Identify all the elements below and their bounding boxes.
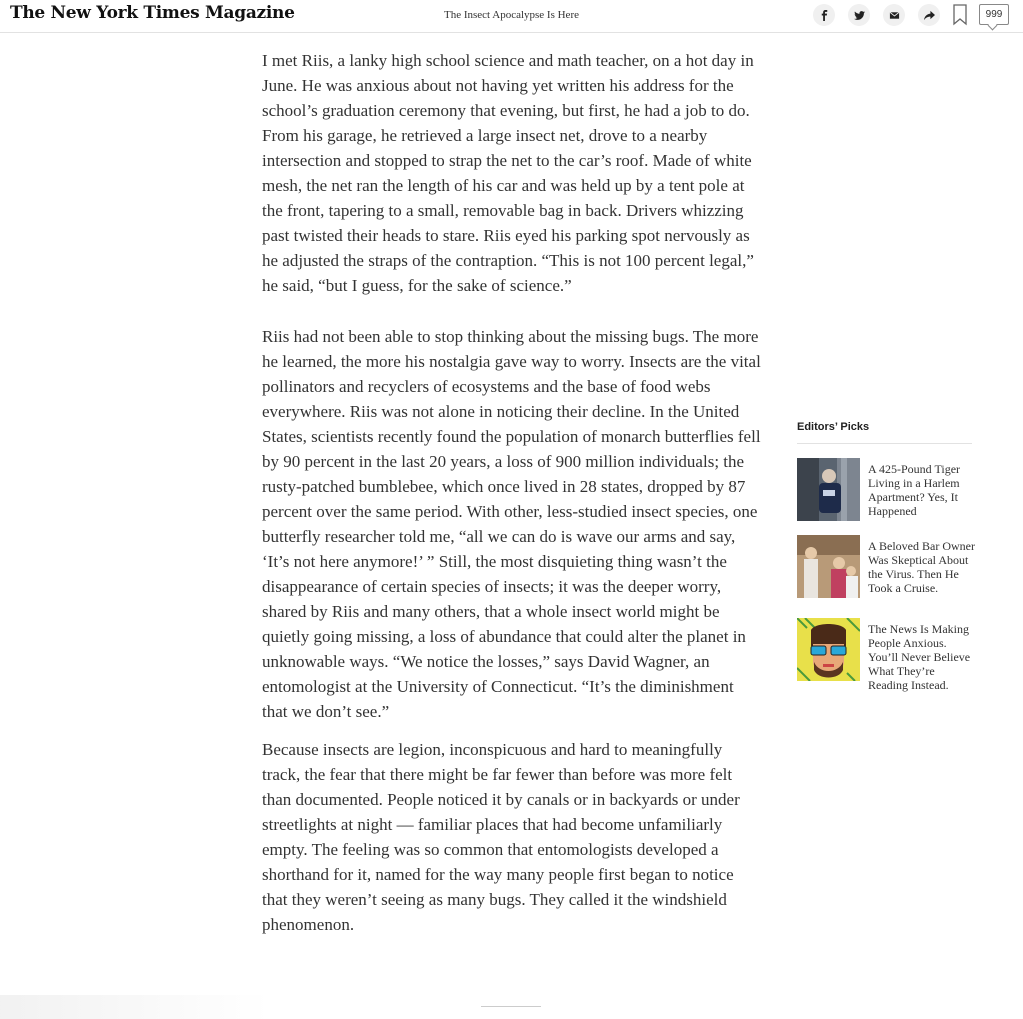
editors-pick-title[interactable]: The News Is Making People Anxious. You’ll Never Believe What They’re Reading Instead. <box>868 622 971 692</box>
email-icon[interactable] <box>883 4 905 26</box>
article-body <box>262 48 762 937</box>
editors-pick-title[interactable]: A Beloved Bar Owner Was Skeptical About the Virus. Then He Took a Cruise. <box>868 539 975 595</box>
twitter-icon[interactable] <box>848 4 870 26</box>
comments-button[interactable] <box>979 4 1009 25</box>
tiger-story-thumbnail[interactable] <box>797 458 860 521</box>
article-paragraph: Riis had not been able to stop thinking about the missing bugs. The more he learned, the more his nostalgia gave way to worry. Insects are the vital pollinators and recyclers of ecosystems and the base of food webs everywhere. Riis was not alone in noticing their decline. In the United States, scientists recently found the population of monarch butterflies fell by 90 percent in the last 20 years, a loss of 900 million individuals; the rusty-patched bumblebee, which once lived in 28 states, dropped by 87 percent over the same period. With other, less-studied insect species, one butterfly researcher told me, “all we can do is wave our arms and say, ‘It’s not here anymore!’ ” Still, the most disquieting thing wasn’t the disappearance of certain species of insects; it was the deeper worry, shared by Riis and many others, that a whole insect world might be quietly going missing, a loss of abundance that could alter the planet in unknowable ways. “We notice the losses,” says David Wagner, an entomologist at the University of Connecticut. “It’s the diminishment that we don’t see.” <box>262 327 761 721</box>
anxious-news-story-thumbnail[interactable] <box>797 618 860 681</box>
facebook-icon[interactable] <box>813 4 835 26</box>
article-paragraph: Because insects are legion, inconspicuous and hard to meaningfully track, the fear that there might be far fewer than before was more felt than documented. People noticed it by canals or in backyards or under streetlights at night — familiar places that had become unfamiliarly empty. The feeling was so common that entomologists developed a shorthand for it, named for the way many people first began to notice that they weren’t seeing as many bugs. They called it the windshield phenomenon. <box>262 740 740 934</box>
share-icon[interactable] <box>918 4 940 26</box>
article-paragraph: I met Riis, a lanky high school science and math teacher, on a hot day in June. He was anxious about not having yet written his address for the school’s graduation ceremony that evening, but first, he had a job to do. From his garage, he retrieved a large insect net, drove to a nearby intersection and stopped to strap the net to the car’s roof. Made of white mesh, the net ran the length of his car and was held up by a tent pole at the front, tapering to a small, removable bag in back. Drivers whizzing past twisted their heads to stare. Riis eyed his parking spot nervously as he adjusted the straps of the contraption. “This is not 100 percent legal,” he said, “but I guess, for the sake of science.” <box>262 51 754 295</box>
editors-pick-title[interactable]: A 425-Pound Tiger Living in a Harlem Apartment? Yes, It Happened <box>868 462 961 518</box>
bar-owner-story-thumbnail[interactable] <box>797 535 860 598</box>
editors-picks-divider <box>797 443 972 444</box>
top-bar <box>0 0 1023 33</box>
article-headline: The Insect Apocalypse Is Here <box>443 9 579 21</box>
comment-count: 999 <box>985 9 1003 20</box>
bookmark-icon[interactable] <box>952 4 968 26</box>
bottom-fade <box>0 995 270 1019</box>
masthead-logo[interactable]: The New York Times Magazine <box>10 3 295 23</box>
section-divider <box>481 1006 541 1007</box>
editors-picks-heading: Editors’ Picks <box>797 421 870 433</box>
